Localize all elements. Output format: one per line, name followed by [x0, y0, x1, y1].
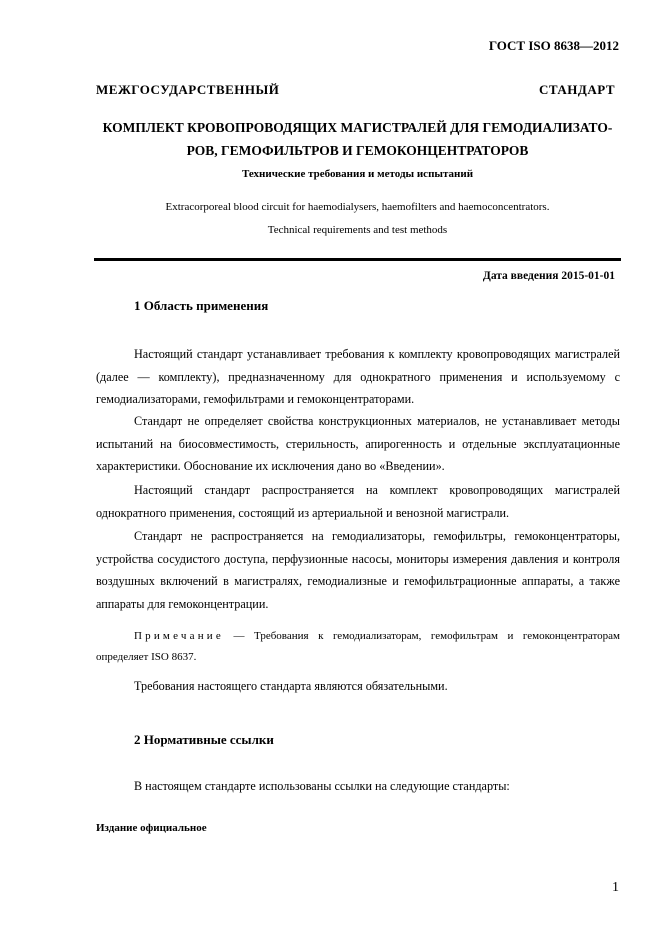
note-label: Примечание: [134, 630, 224, 642]
header-divider: [94, 258, 621, 261]
section-heading-references: 2 Нормативные ссылки: [134, 732, 274, 747]
english-title-line-1: Extracorporeal blood circuit for haemodialysers, haemofilters and haemoconcentrators.: [165, 201, 550, 213]
page-number: 1: [612, 880, 619, 895]
section-heading-scope: 1 Область применения: [134, 298, 269, 313]
scope-paragraph-3: Настоящий стандарт распространяется на комплект кровопроводящих магистралей однократного применения, состоящий из артериальной и венозной магистрали.: [96, 483, 620, 520]
scope-paragraph-1: Настоящий стандарт устанавливает требования к комплекту кровопроводящих магистралей (далее — комплекту), предназначенному для однократного применения и используемому с гемодиализаторами, гемофильтрами и гемоконцентраторами.: [96, 347, 620, 406]
title-line-1: КОМПЛЕКТ КРОВОПРОВОДЯЩИХ МАГИСТРАЛЕЙ ДЛЯ ГЕМОДИАЛИЗАТО-: [102, 120, 613, 135]
title-line-2: РОВ, ГЕМОФИЛЬТРОВ И ГЕМОКОНЦЕНТРАТОРОВ: [186, 143, 529, 158]
mandatory-requirements-text: Требования настоящего стандарта являются обязательными.: [134, 679, 448, 693]
document-subtitle: Технические требования и методы испытаний: [241, 168, 474, 180]
english-title: [94, 196, 621, 242]
english-title-line-2: Technical requirements and test methods: [267, 224, 448, 236]
edition-label: Издание официальное: [96, 822, 207, 834]
scope-paragraph-2: Стандарт не определяет свойства конструкционных материалов, не устанавливает методы испытаний на биосовместимость, стерильность, апирогенность и отдельные эксплуатационные характеристики. Обоснование их исключения дано во «Введении».: [96, 414, 620, 473]
introduction-date: Дата введения 2015-01-01: [482, 270, 615, 282]
document-code: ГОСТ ISO 8638—2012: [488, 38, 619, 53]
references-intro-text: В настоящем стандарте использованы ссылки на следующие стандарты:: [134, 779, 510, 793]
standard-type: МЕЖГОСУДАРСТВЕННЫЙ СТАНДАРТ: [96, 82, 615, 97]
scope-paragraph-4: Стандарт не распространяется на гемодиализаторы, гемофильтры, гемоконцентраторы, устройства сосудистого доступа, перфузионные насосы, мониторы измерения давления и контроля воздушных включений в магистралях, гемодиализные и гемофильтрационные аппараты, а также аппараты для гемоконцентрации.: [96, 529, 620, 611]
document-title: [94, 116, 621, 162]
scope-note: [96, 626, 620, 668]
note-text: — Требования к гемодиализаторам, гемофильтрам и гемоконцентраторам определяет ISO 8637.: [96, 630, 620, 663]
